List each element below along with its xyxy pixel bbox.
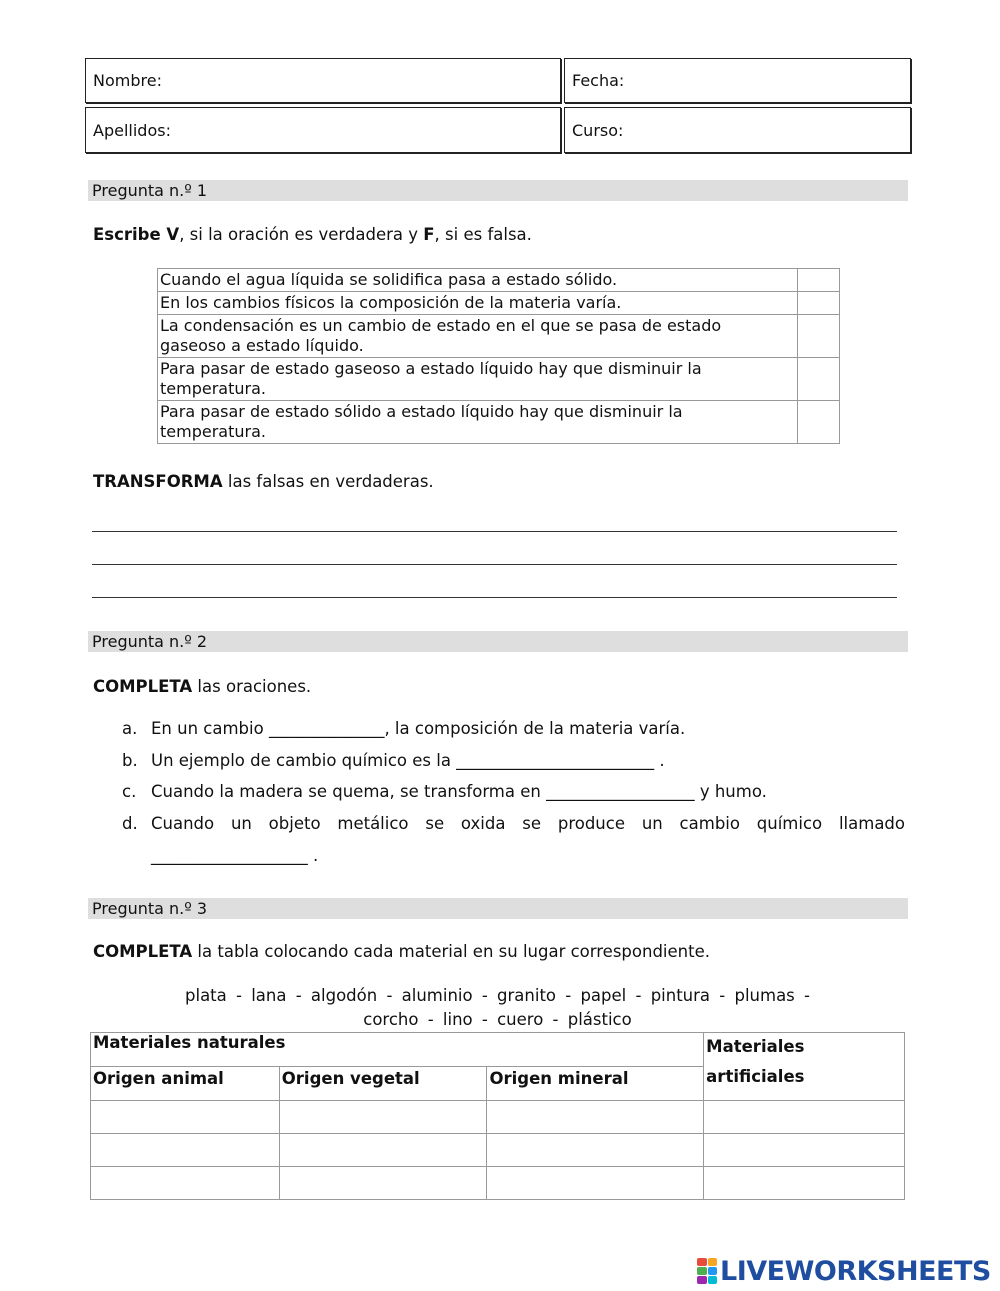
table-cell[interactable] (279, 1167, 487, 1200)
item-text: En un cambio ______________, la composición de la materia varía. (151, 719, 686, 738)
table-row (158, 292, 840, 315)
table-cell[interactable] (487, 1167, 704, 1200)
transform-instruction (93, 472, 434, 491)
true-false-table (157, 268, 840, 444)
question-2-title: Pregunta n.º 2 (88, 631, 908, 652)
statement-text: En los cambios físicos la composición de la materia varía. (158, 292, 798, 315)
date-label: Fecha: (572, 71, 625, 90)
course-field[interactable] (564, 107, 911, 153)
item-label: d. (122, 814, 138, 833)
header-naturales: Materiales naturales (91, 1033, 704, 1067)
item-label: c. (122, 782, 137, 801)
question-1-title: Pregunta n.º 1 (88, 180, 908, 201)
table-cell[interactable] (704, 1167, 905, 1200)
list-item (122, 751, 665, 770)
item-text: Cuando un objeto metálico se oxida se produce un cambio químico llamado (151, 814, 905, 833)
list-item (122, 814, 905, 833)
statement-text: Para pasar de estado sólido a estado líquido hay que disminuir la temperatura. (158, 401, 798, 444)
answer-line[interactable] (92, 531, 897, 532)
table-cell[interactable] (487, 1101, 704, 1134)
surname-label: Apellidos: (93, 120, 171, 140)
statement-text: Para pasar de estado gaseoso a estado líquido hay que disminuir la temperatura. (158, 358, 798, 401)
question-3-title: Pregunta n.º 3 (88, 898, 908, 919)
transform-rest: las falsas en verdaderas. (222, 472, 434, 491)
item-label: a. (122, 719, 138, 738)
table-row (158, 401, 840, 444)
table-cell[interactable] (487, 1134, 704, 1167)
statement-text: Cuando el agua líquida se solidifica pasa a estado sólido. (158, 269, 798, 292)
logo-text: LIVEWORKSHEETS (720, 1255, 991, 1287)
header-vegetal: Origen vegetal (279, 1067, 487, 1101)
question-3-instruction (93, 942, 710, 961)
table-cell[interactable] (91, 1134, 280, 1167)
header-artificiales-2: artificiales (704, 1067, 905, 1101)
table-cell[interactable] (704, 1101, 905, 1134)
answer-cell[interactable] (798, 292, 840, 315)
date-field[interactable] (564, 58, 911, 103)
complete-bold-3: COMPLETA (93, 942, 193, 961)
logo-icon (697, 1258, 717, 1284)
header-mineral: Origen mineral (487, 1067, 704, 1101)
instr-mid: , si la oración es verdadera y (179, 225, 424, 244)
list-item (122, 719, 685, 738)
item-text: Un ejemplo de cambio químico es la ________________________ . (151, 751, 665, 770)
header-animal: Origen animal (91, 1067, 280, 1101)
table-cell[interactable] (91, 1101, 280, 1134)
list-item (122, 782, 767, 801)
table-cell[interactable] (279, 1134, 487, 1167)
list-item-continued: ___________________ . (151, 846, 319, 865)
complete-rest: las oraciones. (192, 677, 312, 696)
complete-rest-3: la tabla colocando cada material en su lugar correspondiente. (192, 942, 710, 961)
name-field[interactable] (85, 58, 561, 103)
name-label: Nombre: (93, 71, 162, 90)
instr-bold-f: F (423, 225, 435, 244)
table-row (158, 269, 840, 292)
liveworksheets-logo (697, 1254, 991, 1288)
table-cell[interactable] (91, 1167, 280, 1200)
item-label: b. (122, 751, 138, 770)
table-row (158, 358, 840, 401)
course-label: Curso: (572, 120, 624, 140)
table-row (91, 1134, 905, 1167)
answer-cell[interactable] (798, 269, 840, 292)
word-bank-line-2: corcho - lino - cuero - plástico (363, 1010, 632, 1029)
answer-line[interactable] (92, 597, 897, 598)
transform-bold: TRANSFORMA (93, 472, 223, 491)
answer-cell[interactable] (798, 315, 840, 358)
question-1-instruction (93, 225, 532, 244)
instr-end: , si es falsa. (434, 225, 532, 244)
answer-cell[interactable] (798, 401, 840, 444)
header-artificiales-1: Materiales (704, 1033, 905, 1067)
instr-bold-v: Escribe V (93, 225, 180, 244)
table-row (91, 1167, 905, 1200)
answer-line[interactable] (92, 564, 897, 565)
word-bank-line-1: plata - lana - algodón - aluminio - granito - papel - pintura - plumas - (185, 986, 810, 1005)
table-cell[interactable] (279, 1101, 487, 1134)
materials-table (90, 1032, 905, 1200)
item-text: Cuando la madera se quema, se transforma en __________________ y humo. (151, 782, 767, 801)
table-row (158, 315, 840, 358)
statement-text: La condensación es un cambio de estado en el que se pasa de estado gaseoso a estado líquido. (158, 315, 798, 358)
table-cell[interactable] (704, 1134, 905, 1167)
complete-bold: COMPLETA (93, 677, 193, 696)
question-2-instruction (93, 677, 311, 696)
surname-field[interactable] (85, 107, 561, 153)
table-row (91, 1101, 905, 1134)
answer-cell[interactable] (798, 358, 840, 401)
